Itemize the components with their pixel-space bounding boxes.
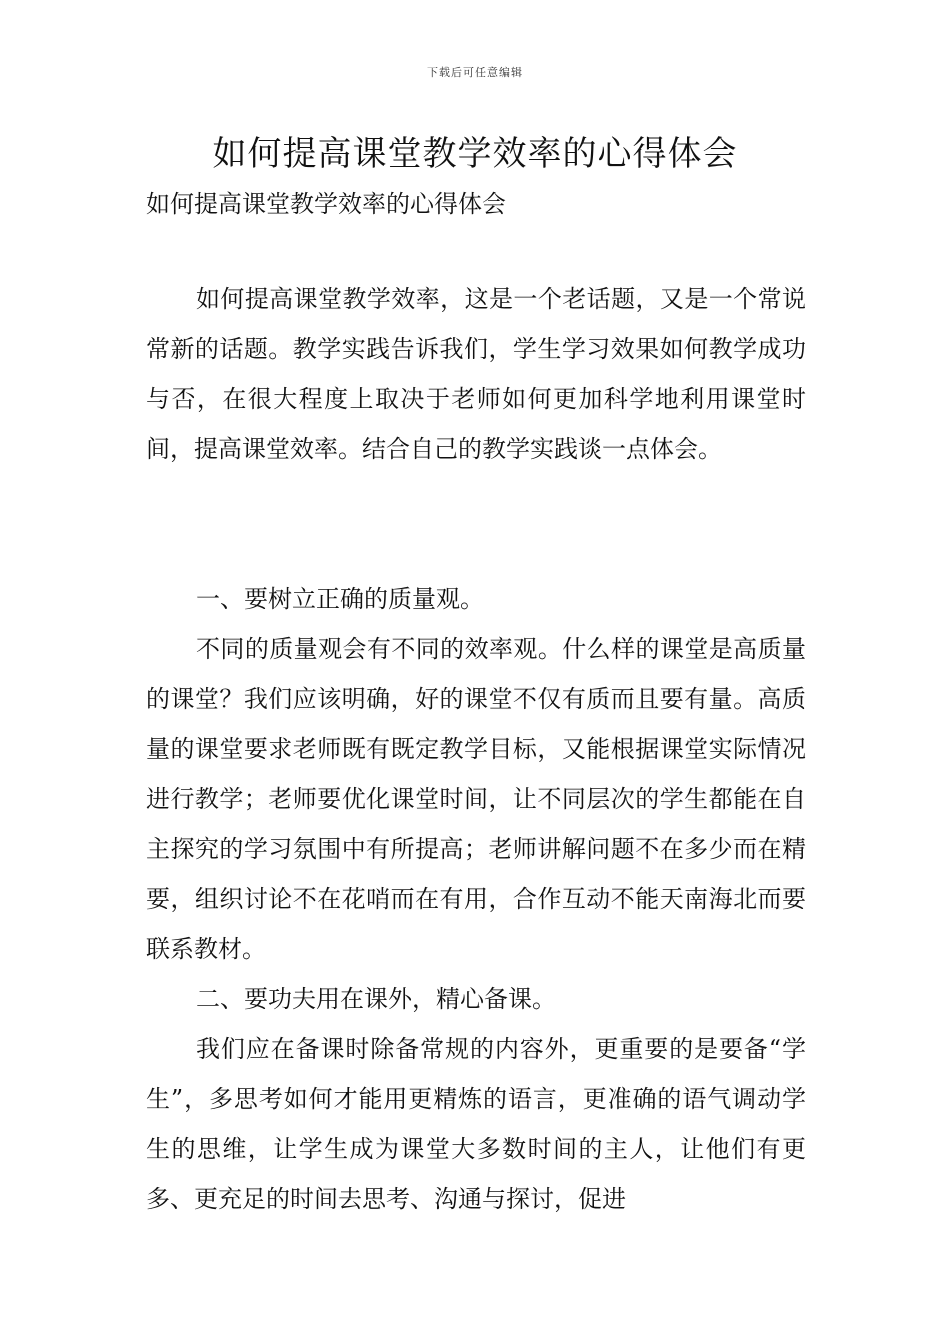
section-2-heading: 二、要功夫用在课外，精心备课。 bbox=[196, 985, 556, 1013]
intro-block bbox=[146, 274, 806, 474]
intro-paragraph: 如何提高课堂教学效率，这是一个老话题，又是一个常说常新的话题。教学实践告诉我们，学生学习效果如何教学成功与否，在很大程度上取决于老师如何更加科学地利用课堂时间，提高课堂效率。结合自己的教学实践谈一点体会。 bbox=[146, 285, 806, 463]
section-1-paragraph: 不同的质量观会有不同的效率观。什么样的课堂是高质量的课堂？我们应该明确，好的课堂不仅有质而且要有量。高质量的课堂要求老师既有既定教学目标，又能根据课堂实际情况进行教学；老师要优化课堂时间，让不同层次的学生都能在自主探究的学习氛围中有所提高；老师讲解问题不在多少而在精要，组织讨论不在花哨而在有用，合作互动不能天南海北而要联系教材。 bbox=[146, 635, 806, 963]
document-subtitle: 如何提高课堂教学效率的心得体会 bbox=[146, 190, 506, 218]
document-title: 如何提高课堂教学效率的心得体会 bbox=[212, 134, 738, 174]
section-1-heading: 一、要树立正确的质量观。 bbox=[196, 585, 484, 613]
section-2-paragraph: 我们应在备课时除备常规的内容外，更重要的是要备“学生”，多思考如何才能用更精炼的语言，更准确的语气调动学生的思维，让学生成为课堂大多数时间的主人，让他们有更多、更充足的时间去思考、沟通与探讨，促进 bbox=[146, 1035, 806, 1213]
page-header-note: 下载后可任意编辑 bbox=[427, 66, 523, 79]
main-content bbox=[146, 574, 806, 1224]
